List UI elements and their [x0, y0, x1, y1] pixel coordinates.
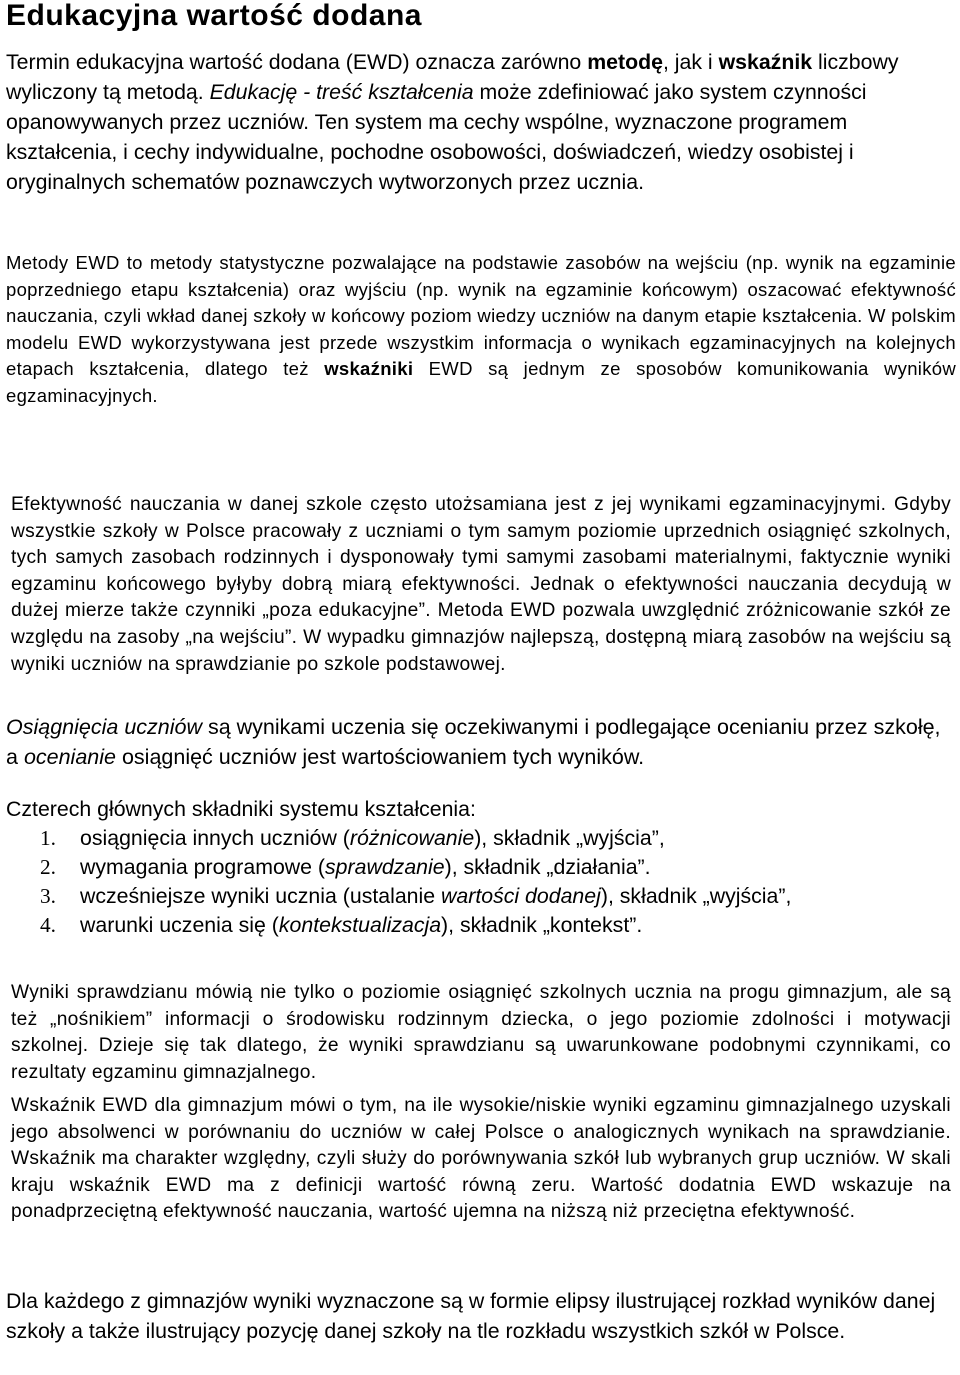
- list-item-number: 3.: [40, 884, 56, 908]
- components-list-intro: Czterech głównych składniki systemu kształcenia:: [6, 797, 476, 821]
- p2-bold-indicators: wskaźniki: [324, 358, 414, 380]
- p1-text-a: Termin edukacyjna wartość dodana (EWD) oznacza zarówno: [6, 50, 588, 74]
- ewd-indicator-paragraph: Wskaźnik EWD dla gimnazjum mówi o tym, na ile wysokie/niskie wyniki egzaminu gimnazjalnego uzyskali jego absolwenci w porównaniu do uczniów w całej Polsce o analogicznych wynikach na sprawdzianie. Wskaźnik ma charakter względny, czyli służy do porównywania szkół lub wybranych grup uczniów. W skali kraju wskaźnik EWD ma z definicji wartość równą zeru. Wartość dodatnia EWD wskazuje na ponadprzeciętną efektywność nauczania, wartość ujemna na niższą niż przeciętna efektywność.: [11, 1095, 951, 1223]
- p1-italic-education: Edukację - treść kształcenia: [209, 80, 474, 104]
- list-item: [40, 853, 940, 882]
- exam-results-paragraph: Wyniki sprawdzianu mówią nie tylko o poziomie osiągnięć szkolnych ucznia na progu gimnazjum, ale są też „nośnikiem” informacji o środowisku rodzinnym dziecka, o jego poziomie zdolności i motywacji szkolnej. Dzieje się tak dlatego, że wyniki sprawdzianu są uwarunkowane podobnymi czynnikami, co rezultaty egzaminu gimnazjalnego.: [11, 982, 951, 1083]
- p1-text-d: liczbowy wyliczony tą metodą.: [6, 50, 899, 104]
- list-item-text: wymagania programowe (sprawdzanie), składnik „działania”.: [80, 855, 651, 879]
- ewd-methods-paragraph: [6, 250, 956, 410]
- achievements-paragraph: [6, 712, 956, 772]
- efficiency-paragraph: Efektywność nauczania w danej szkole często utożsamiana jest z jej wynikami egzaminacyjnymi. Gdyby wszystkie szkoły w Polsce pracowały z uczniami o tym samym poziomie uprzednich osiągnięć szkolnych, tych samych zasobach rodzinnych i dysponowały tymi samymi zasobami materialnymi, faktycznie wyniki egzaminu końcowego byłyby dobrą miarą efektywności. Jednak o efektywności nauczania decydują w dużej mierze także czynniki „poza edukacyjne”. Metoda EWD pozwala uwzględnić zróżnicowanie szkół ze względu na zasoby „na wejściu”. W wypadku gimnazjów najlepszą, dostępną miarą zasobów na wejściu są wyniki uczniów na sprawdzianie po szkole podstawowej.: [11, 494, 951, 675]
- p2-text-a: Metody EWD to metody statystyczne pozwalające na podstawie zasobów na wejściu (np. wynik na egzaminie poprzedniego etapu kształcenia) oraz wyjściu (np. wynik na egzaminie końcowym) oszacować efektywność nauczania, czyli wkład danej szkoły w końcowy poziom wiedzy uczniów na danym etapie kształcenia. W polskim modelu EWD wykorzystywana jest przede wszystkim informacja o wynikach egzaminacyjnych na kolejnych etapach kształcenia, dlatego też: [6, 252, 957, 380]
- components-list: [40, 824, 940, 940]
- page-title: Edukacyjna wartość dodana: [6, 0, 422, 32]
- p4-text-d: osiągnięć uczniów jest wartościowaniem tych wyników.: [115, 745, 645, 769]
- list-item-number: 2.: [40, 855, 56, 879]
- intro-paragraph: [6, 47, 956, 197]
- ellipse-paragraph: Dla każdego z gimnazjów wyniki wyznaczone są w formie elipsy ilustrującej rozkład wyników danej szkoły a także ilustrujący pozycję danej szkoły na tle rozkładu wszystkich szkół w Polsce.: [6, 1289, 936, 1343]
- list-item-text: osiągnięcia innych uczniów (różnicowanie), składnik „wyjścia”,: [80, 826, 665, 850]
- list-item: [40, 882, 940, 911]
- p2-text-c: EWD są jednym ze sposobów komunikowania wyników egzaminacyjnych.: [6, 358, 956, 406]
- p4-text-b: są wynikami uczenia się oczekiwanymi i podlegające ocenianiu przez szkołę, a: [6, 715, 941, 769]
- list-item-number: 4.: [40, 913, 56, 937]
- list-item-text: wcześniejsze wyniki ucznia (ustalanie wartości dodanej), składnik „wyjścia”,: [80, 884, 792, 908]
- p1-text-c: , jak i: [662, 50, 719, 74]
- list-item-number: 1.: [40, 826, 56, 850]
- p4-italic-assessment: ocenianie: [23, 745, 116, 769]
- p1-bold-method: metodę: [587, 50, 663, 74]
- list-item: [40, 911, 940, 940]
- list-item: [40, 824, 940, 853]
- p4-italic-achievements: Osiągnięcia uczniów: [6, 715, 202, 739]
- list-item-text: warunki uczenia się (kontekstualizacja), składnik „kontekst”.: [80, 913, 643, 937]
- p1-text-f: może zdefiniować jako system czynności opanowywanych przez uczniów. Ten system ma cechy wspólne, wyznaczone programem kształcenia, i cechy indywidualne, pochodne osobowości, doświadczeń, wiedzy osobistej i oryginalnych schematów poznawczych wytworzonych przez ucznia.: [6, 80, 867, 194]
- p1-bold-indicator: wskaźnik: [718, 50, 813, 74]
